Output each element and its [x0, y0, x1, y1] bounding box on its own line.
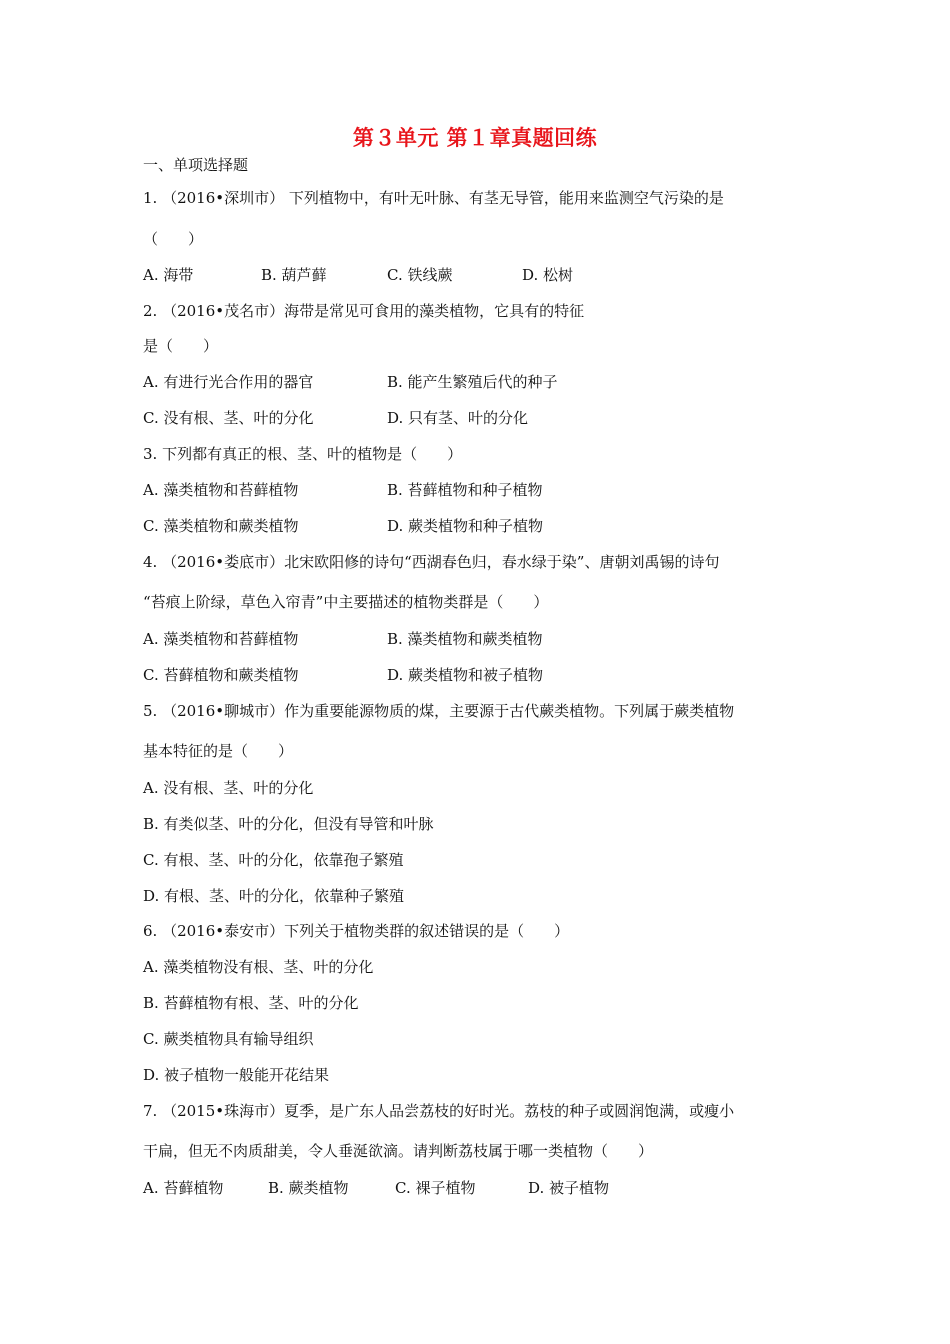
- question-2-stem-line-1: 2. （2016•茂名市）海带是常见可食用的藻类植物，它具有的特征: [143, 302, 585, 320]
- question-4-option-a: A. 藻类植物和苔藓植物: [143, 630, 299, 648]
- question-5-stem-line-1: 5. （2016•聊城市）作为重要能源物质的煤，主要源于古代蕨类植物。下列属于蕨类植物: [143, 702, 735, 720]
- question-7-option-d: D. 被子植物: [528, 1179, 610, 1197]
- document-title: 第３单元 第１章真题回练: [352, 126, 598, 150]
- section-heading: 一、单项选择题: [143, 156, 249, 174]
- question-4-option-c: C. 苔藓植物和蕨类植物: [143, 666, 299, 684]
- question-5-option-c: C. 有根、茎、叶的分化，依靠孢子繁殖: [143, 851, 404, 869]
- question-6-option-c: C. 蕨类植物具有输导组织: [143, 1030, 314, 1048]
- question-6-option-b: B. 苔藓植物有根、茎、叶的分化: [143, 994, 359, 1012]
- question-4-option-b: B. 藻类植物和蕨类植物: [387, 630, 543, 648]
- question-3-stem-line-1: 3. 下列都有真正的根、茎、叶的植物是（ ）: [143, 445, 463, 463]
- question-5-option-d: D. 有根、茎、叶的分化，依靠种子繁殖: [143, 887, 405, 905]
- question-3-option-b: B. 苔藓植物和种子植物: [387, 481, 543, 499]
- question-1-option-d: D. 松树: [522, 266, 574, 284]
- question-1-option-a: A. 海带: [143, 266, 194, 284]
- question-3-option-c: C. 藻类植物和蕨类植物: [143, 517, 299, 535]
- question-4-stem-line-1: 4. （2016•娄底市）北宋欧阳修的诗句“西湖春色归，春水绿于染”、唐朝刘禹锡的诗句: [143, 553, 720, 571]
- question-7-option-c: C. 裸子植物: [395, 1179, 476, 1197]
- question-2-option-b: B. 能产生繁殖后代的种子: [387, 373, 558, 391]
- question-4-stem-line-2: “苔痕上阶绿，草色入帘青”中主要描述的植物类群是（ ）: [143, 593, 549, 611]
- question-4-option-d: D. 蕨类植物和被子植物: [387, 666, 544, 684]
- question-1-stem-line-1: 1. （2016•深圳市） 下列植物中，有叶无叶脉、有茎无导管，能用来监测空气污染的是: [143, 189, 724, 207]
- question-2-stem-line-2: 是（ ）: [143, 337, 219, 355]
- question-1-option-c: C. 铁线蕨: [387, 266, 453, 284]
- question-3-option-a: A. 藻类植物和苔藓植物: [143, 481, 299, 499]
- question-7-option-b: B. 蕨类植物: [268, 1179, 349, 1197]
- question-2-option-c: C. 没有根、茎、叶的分化: [143, 409, 314, 427]
- question-7-option-a: A. 苔藓植物: [143, 1179, 224, 1197]
- question-7-stem-line-2: 干扁，但无不肉质甜美，令人垂涎欲滴。请判断荔枝属于哪一类植物（ ）: [143, 1142, 654, 1160]
- question-5-option-b: B. 有类似茎、叶的分化，但没有导管和叶脉: [143, 815, 434, 833]
- question-2-option-d: D. 只有茎、叶的分化: [387, 409, 529, 427]
- question-6-stem-line-1: 6. （2016•泰安市）下列关于植物类群的叙述错误的是（ ）: [143, 922, 570, 940]
- question-3-option-d: D. 蕨类植物和种子植物: [387, 517, 544, 535]
- question-7-stem-line-1: 7. （2015•珠海市）夏季，是广东人品尝荔枝的好时光。荔枝的种子或圆润饱满，或瘦小: [143, 1102, 735, 1120]
- question-2-option-a: A. 有进行光合作用的器官: [143, 373, 314, 391]
- question-5-stem-line-2: 基本特征的是（ ）: [143, 742, 294, 760]
- question-6-option-d: D. 被子植物一般能开花结果: [143, 1066, 330, 1084]
- question-1-option-b: B. 葫芦藓: [261, 266, 327, 284]
- question-1-stem-line-2: （ ）: [143, 230, 204, 248]
- question-6-option-a: A. 藻类植物没有根、茎、叶的分化: [143, 958, 374, 976]
- question-5-option-a: A. 没有根、茎、叶的分化: [143, 779, 314, 797]
